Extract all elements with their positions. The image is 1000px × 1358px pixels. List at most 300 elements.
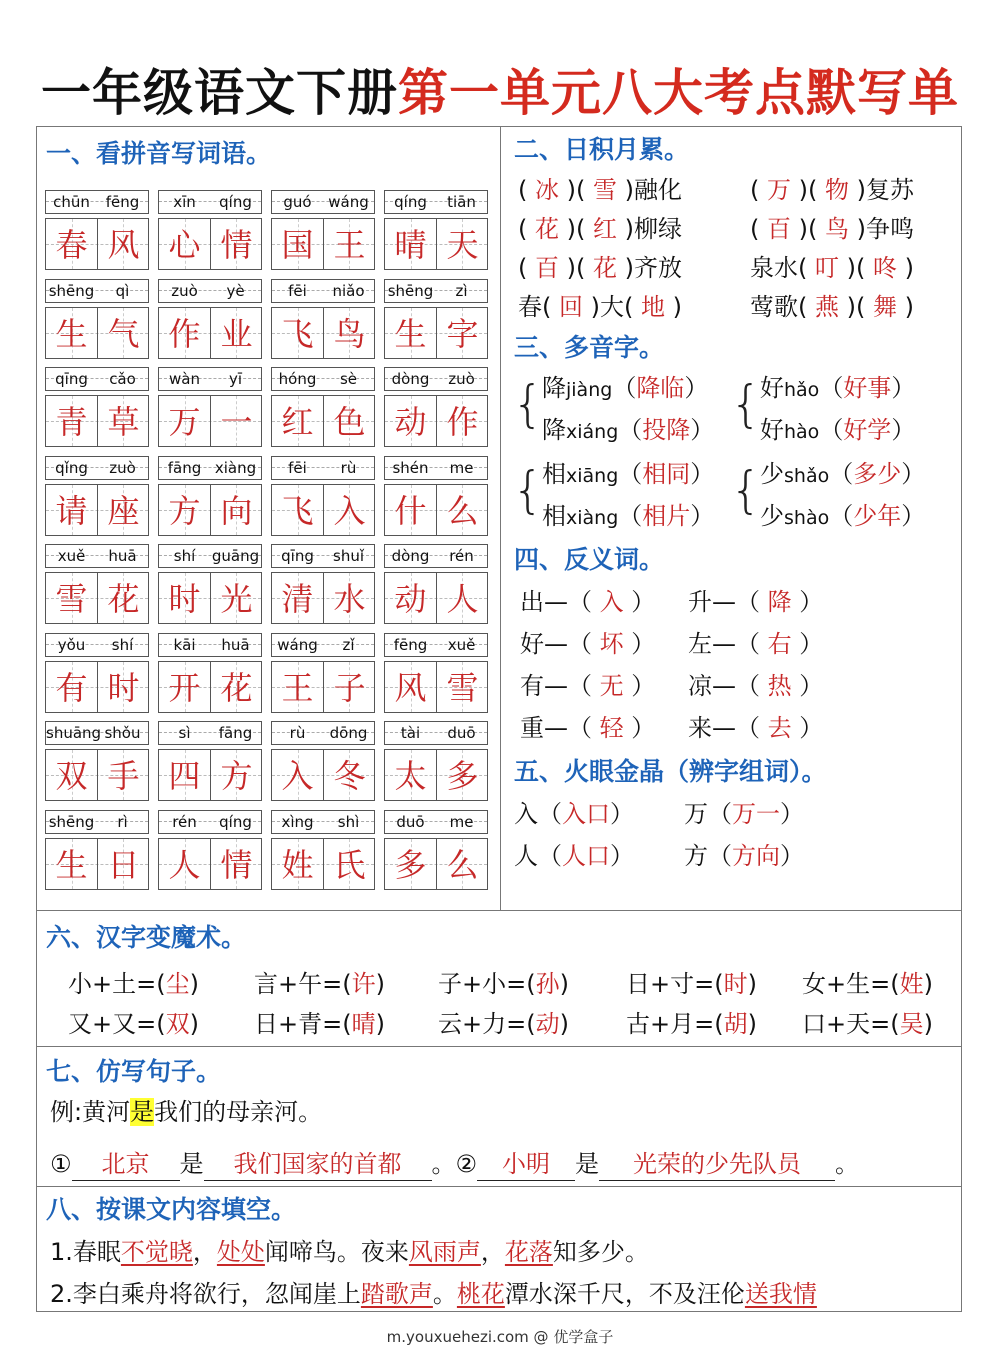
char-box: [384, 838, 488, 890]
char-right: 方: [210, 750, 262, 800]
pinyin-box: [158, 810, 262, 834]
char-left: 有: [55, 668, 88, 707]
char-right: 王: [323, 219, 375, 269]
word: 左: [688, 630, 712, 658]
s8-heading: 八、按课文内容填空。: [46, 1195, 297, 1224]
antonym-pair: 有—（ 无 ）: [520, 672, 656, 700]
poly-pinyin: xiáng: [566, 421, 619, 443]
word: 人口: [562, 842, 610, 870]
word-cell: [158, 544, 262, 624]
poly-char: 降: [542, 374, 566, 402]
answer-a: 百: [535, 254, 559, 282]
equation: 言+午=: [254, 970, 343, 998]
poly-char: 相: [542, 502, 566, 530]
word-cell: [158, 279, 262, 359]
pinyin-box: [271, 544, 375, 568]
char-box: [271, 661, 375, 713]
char-right: 作: [436, 396, 488, 446]
pinyin-right: huā: [108, 547, 137, 565]
example-post: 我们的母亲河。: [154, 1098, 323, 1126]
char-left: 双: [55, 757, 88, 795]
pinyin-left: chūn: [53, 193, 90, 211]
pinyin-left: qíng: [394, 193, 427, 211]
word: 方向: [732, 842, 780, 870]
char-right: 氏: [323, 839, 375, 889]
word-cell: [158, 721, 262, 801]
pinyin-box: [384, 456, 488, 480]
answer-b: 鸟: [825, 215, 849, 243]
is-2: 是: [575, 1150, 600, 1178]
pinyin-left: zuò: [171, 281, 198, 300]
char-left: 生: [55, 314, 88, 353]
pinyin-right: shí: [111, 635, 134, 654]
answer-b: 咚: [873, 254, 897, 282]
s7-heading: 七、仿写句子。: [46, 1057, 222, 1086]
result: 吴: [899, 1010, 924, 1038]
answer-a: 回: [559, 293, 583, 321]
char-box: [158, 661, 262, 713]
pinyin-left: sì: [178, 724, 191, 742]
result: 动: [535, 1010, 560, 1038]
answer-a: 叮: [815, 254, 839, 282]
pinyin-right: rì: [117, 812, 128, 831]
answer-a: 燕: [815, 293, 839, 321]
char-box: [45, 307, 149, 359]
word-cell: [158, 456, 262, 536]
pre: 春: [518, 293, 542, 321]
word: 有: [520, 672, 544, 700]
pinyin-box: [271, 810, 375, 834]
pinyin-right: dōng: [329, 724, 368, 742]
pinyin-box: [271, 721, 375, 745]
answer-b: 地: [641, 293, 665, 321]
s6-heading: 六、汉字变魔术。: [46, 923, 247, 952]
pinyin-right: qíng: [219, 812, 252, 831]
pinyin-right: zì: [455, 281, 468, 300]
l1-b2: 处处: [216, 1238, 265, 1266]
char-right: 时: [97, 662, 149, 712]
word: 来: [688, 714, 712, 742]
blank-2: 我们国家的首都: [204, 1148, 432, 1181]
char-box: [158, 307, 262, 359]
char-right: 子: [323, 662, 375, 712]
char-right: 色: [323, 396, 375, 446]
result: 晴: [351, 1010, 376, 1038]
pinyin-box: [384, 279, 488, 303]
char-box: [384, 661, 488, 713]
result: 姓: [899, 970, 924, 998]
char-box: [271, 838, 375, 890]
char-left: 王: [281, 668, 314, 707]
l1-p2: ，: [192, 1238, 217, 1266]
char-box: [158, 484, 262, 536]
antonym: 轻: [599, 714, 624, 742]
pinyin-left: hóng: [278, 370, 317, 388]
char-left: 红: [281, 403, 314, 441]
char-left: 飞: [281, 314, 314, 353]
char-right: 字: [436, 308, 488, 358]
char-box: [45, 572, 149, 624]
char-left: 动: [394, 580, 427, 618]
s7-example: [50, 1096, 322, 1128]
l2-p1: 2.李白乘舟将欲行，忽闻崖上: [50, 1280, 361, 1308]
l1-p1: 1.春眠: [50, 1238, 121, 1266]
poly-reading: 降jiàng（降临）: [542, 374, 709, 402]
equation: 又+又=: [68, 1010, 157, 1038]
magic-item: 日+寸=(时): [626, 970, 757, 998]
page-title: [0, 58, 1000, 128]
pinyin-left: shén: [392, 458, 429, 477]
word-cell: [271, 190, 375, 270]
s2-item: 春( 回 )大( 地 ): [518, 293, 682, 321]
char-left: 生: [55, 845, 88, 884]
antonym-pair: 升—（ 降 ）: [688, 588, 824, 616]
pinyin-left: wáng: [277, 635, 318, 654]
antonym: 坏: [599, 630, 624, 658]
char-left: 雪: [55, 580, 88, 618]
answer-b: 舞: [873, 293, 897, 321]
char-box: [158, 749, 262, 801]
s5-heading: 五、火眼金晶（辨字组词）。: [514, 757, 827, 786]
poly-char: 降: [542, 416, 566, 444]
pinyin-right: qíng: [219, 193, 252, 211]
l2-p2: 。: [432, 1280, 457, 1308]
pinyin-left: xìng: [281, 812, 314, 831]
word-cell: [158, 367, 262, 447]
word-cell: [158, 190, 262, 270]
answer-a: 万: [767, 176, 791, 204]
poly-char: 相: [542, 460, 566, 488]
word-cell: [45, 456, 149, 536]
char-right: 天: [436, 219, 488, 269]
char-left: 国: [281, 226, 314, 264]
compare-item: 万（万一）: [684, 800, 804, 828]
char-right: 向: [210, 485, 262, 535]
word: 好: [520, 630, 544, 658]
pinyin-left: wàn: [169, 370, 200, 388]
poly-word: 投降: [642, 416, 691, 444]
pinyin-left: fēi: [288, 281, 307, 300]
poly-pinyin: hǎo: [784, 379, 820, 401]
char-box: [158, 218, 262, 270]
s2-item: 莺歌( 燕 )( 舞 ): [750, 293, 914, 321]
char-box: [384, 484, 488, 536]
pinyin-left: xuě: [57, 547, 86, 565]
char-left: 飞: [281, 491, 314, 530]
poly-reading: 少shǎo（多少）: [760, 460, 926, 488]
s8-line-2: [50, 1278, 817, 1310]
l2-b1: 踏歌声: [360, 1280, 433, 1308]
tail: 争鸣: [866, 215, 914, 243]
magic-item: 云+力=(动): [438, 1010, 569, 1038]
char-box: [45, 661, 149, 713]
poly-word: 好学: [843, 416, 892, 444]
pinyin-right: shǒu: [104, 724, 141, 742]
pinyin-right: fēng: [105, 193, 140, 211]
word-cell: [384, 721, 488, 801]
char-right: 人: [436, 573, 488, 623]
pinyin-left: fēi: [288, 458, 307, 477]
pinyin-right: tiān: [447, 193, 476, 211]
word-cell: [271, 367, 375, 447]
poly-pinyin: jiàng: [566, 379, 613, 401]
pinyin-box: [384, 633, 488, 657]
char-left: 太: [394, 757, 427, 795]
poly-char: 好: [760, 374, 784, 402]
poly-word: 好事: [843, 374, 892, 402]
word: 凉: [688, 672, 712, 700]
equation: 日+青=: [254, 1010, 343, 1038]
pinyin-right: qì: [115, 281, 130, 300]
pinyin-box: [45, 279, 149, 303]
char-box: [271, 572, 375, 624]
char-right: 么: [436, 485, 488, 535]
word: 万一: [732, 800, 780, 828]
char-left: 四: [168, 757, 201, 795]
footer: m.youxuehezi.com @ 优学盒子: [386, 1328, 614, 1346]
pinyin-left: dòng: [391, 370, 430, 388]
antonym-pair: 好—（ 坏 ）: [520, 630, 656, 658]
antonym: 降: [767, 588, 792, 616]
pinyin-right: sè: [339, 370, 358, 388]
equation: 口+天=: [802, 1010, 891, 1038]
s2-item: ( 万 )( 物 )复苏: [750, 176, 914, 204]
title-red: 第一单元八大考点默写单: [398, 64, 959, 122]
brace-icon: {: [512, 461, 544, 519]
word: 入口: [562, 800, 610, 828]
l1-b4: 花落: [504, 1238, 553, 1266]
pinyin-box: [271, 279, 375, 303]
pinyin-right: wáng: [328, 193, 369, 211]
brace-icon: {: [730, 375, 762, 433]
pinyin-right: zuò: [448, 370, 475, 388]
antonym-pair: 出—（ 入 ）: [520, 588, 656, 616]
char-box: [271, 749, 375, 801]
pinyin-box: [158, 544, 262, 568]
poly-pinyin: shào: [784, 507, 830, 529]
poly-word: 相同: [642, 460, 691, 488]
end-1: 。②: [431, 1150, 478, 1178]
antonym: 去: [767, 714, 792, 742]
char-box: [384, 749, 488, 801]
pinyin-right: me: [449, 812, 474, 831]
blank-4: 光荣的少先队员: [599, 1148, 835, 1181]
l2-p3: 潭水深千尺，不及汪伦: [504, 1280, 745, 1308]
magic-item: 小+土=(尘): [68, 970, 199, 998]
l1-b3: 风雨声: [408, 1238, 481, 1266]
word-cell: [271, 633, 375, 713]
char-right: 入: [323, 485, 375, 535]
word-cell: [45, 633, 149, 713]
magic-item: 日+青=(晴): [254, 1010, 385, 1038]
char-box: [271, 484, 375, 536]
char-right: 情: [210, 219, 262, 269]
pinyin-box: [384, 810, 488, 834]
char-box: [45, 218, 149, 270]
divider-1: [36, 910, 962, 911]
tail: 融化: [634, 176, 682, 204]
equation: 子+小=: [438, 970, 527, 998]
poly-word: 多少: [853, 460, 902, 488]
pinyin-right: cǎo: [109, 370, 136, 388]
l1-p5: 知多少。: [552, 1238, 649, 1266]
poly-reading: 好hǎo（好事）: [760, 374, 916, 402]
column-divider: [500, 126, 501, 910]
word: 重: [520, 714, 544, 742]
s3-heading: 三、多音字。: [514, 333, 665, 362]
s8-line-1: [50, 1236, 649, 1268]
word-cell: [271, 279, 375, 359]
result: 孙: [535, 970, 560, 998]
pinyin-right: yè: [226, 281, 245, 300]
compare-item: 方（方向）: [684, 842, 804, 870]
char: 方: [684, 842, 708, 870]
word-cell: [45, 810, 149, 890]
magic-item: 又+又=(双): [68, 1010, 199, 1038]
poly-char: 少: [760, 502, 784, 530]
char-left: 动: [394, 403, 427, 441]
char-left: 开: [168, 668, 201, 707]
equation: 古+月=: [626, 1010, 715, 1038]
pinyin-box: [271, 190, 375, 214]
char-box: [384, 572, 488, 624]
char-right: 风: [97, 219, 149, 269]
pinyin-box: [158, 721, 262, 745]
pinyin-right: duō: [447, 724, 476, 742]
pinyin-grid: [45, 190, 490, 902]
equation: 女+生=: [802, 970, 891, 998]
pinyin-box: [45, 810, 149, 834]
char-left: 时: [168, 580, 201, 618]
mid: 大: [600, 293, 624, 321]
answer-a: 花: [535, 215, 559, 243]
brace-icon: {: [512, 375, 544, 433]
word-cell: [384, 633, 488, 713]
word-cell: [45, 544, 149, 624]
char: 人: [514, 842, 538, 870]
pinyin-box: [45, 190, 149, 214]
word-cell: [45, 721, 149, 801]
magic-item: 口+天=(吴): [802, 1010, 933, 1038]
poly-reading: 降xiáng（投降）: [542, 416, 715, 444]
word-cell: [384, 810, 488, 890]
s2-item: ( 百 )( 花 )齐放: [518, 254, 682, 282]
pinyin-right: fāng: [218, 724, 253, 742]
poly-pinyin: hào: [784, 421, 820, 443]
answer-a: 冰: [535, 176, 559, 204]
word-cell: [45, 367, 149, 447]
brace-icon: {: [730, 461, 762, 519]
char-right: 情: [210, 839, 262, 889]
l2-b3: 送我情: [744, 1280, 817, 1308]
divider-3: [36, 1186, 962, 1187]
char-box: [384, 395, 488, 447]
char-box: [158, 395, 262, 447]
l1-p4: ，: [480, 1238, 505, 1266]
pinyin-box: [271, 456, 375, 480]
char-box: [271, 395, 375, 447]
pinyin-left: qīng: [55, 370, 88, 388]
char-right: 草: [97, 396, 149, 446]
char-left: 风: [394, 668, 427, 707]
pinyin-box: [158, 633, 262, 657]
example-pre: 例:黄河: [50, 1098, 131, 1126]
pinyin-left: shí: [173, 547, 196, 565]
char-box: [45, 395, 149, 447]
result: 时: [723, 970, 748, 998]
pinyin-right: shuǐ: [333, 547, 364, 565]
char-right: 么: [436, 839, 488, 889]
pinyin-left: dòng: [391, 547, 430, 565]
pinyin-box: [271, 633, 375, 657]
s1-heading: 一、看拼音写词语。: [46, 139, 272, 168]
pinyin-box: [45, 633, 149, 657]
answer-b: 花: [593, 254, 617, 282]
pinyin-right: xiàng: [214, 458, 257, 477]
char-left: 心: [168, 226, 201, 264]
char-box: [158, 572, 262, 624]
s2-item: ( 花 )( 红 )柳绿: [518, 215, 682, 243]
answer-b: 物: [825, 176, 849, 204]
char-right: 业: [210, 308, 262, 358]
pinyin-box: [384, 721, 488, 745]
s4-heading: 四、反义词。: [514, 545, 665, 574]
poly-reading: 好hào（好学）: [760, 416, 916, 444]
tail: 柳绿: [634, 215, 682, 243]
pinyin-box: [45, 367, 149, 391]
char-box: [45, 838, 149, 890]
char-left: 晴: [394, 226, 427, 264]
word-cell: [384, 367, 488, 447]
char-right: 多: [436, 750, 488, 800]
tail: 复苏: [866, 176, 914, 204]
l2-b2: 桃花: [456, 1280, 505, 1308]
pre: 泉水: [750, 254, 798, 282]
word-cell: [384, 279, 488, 359]
char-left: 清: [281, 580, 314, 618]
antonym: 无: [599, 672, 624, 700]
answer-a: 百: [767, 215, 791, 243]
char-left: 生: [394, 314, 427, 353]
char-left: 万: [168, 403, 201, 441]
pinyin-left: rù: [289, 724, 306, 742]
word-cell: [271, 544, 375, 624]
poly-reading: 少shào（少年）: [760, 502, 926, 530]
char-box: [45, 484, 149, 536]
char-left: 方: [168, 491, 201, 530]
poly-reading: 相xiāng（相同）: [542, 460, 715, 488]
blank-1: 北京: [72, 1148, 180, 1181]
l1-p3: 闻啼鸟。夜来: [264, 1238, 409, 1266]
blank-3: 小明: [477, 1148, 575, 1181]
pinyin-left: shuāng: [46, 724, 102, 742]
pinyin-box: [384, 190, 488, 214]
pinyin-right: niǎo: [332, 281, 365, 300]
antonym: 入: [599, 588, 624, 616]
word-cell: [271, 810, 375, 890]
word-cell: [158, 810, 262, 890]
char-left: 春: [55, 226, 88, 264]
char-left: 姓: [281, 845, 314, 884]
word-cell: [45, 279, 149, 359]
char: 入: [514, 800, 538, 828]
word-cell: [384, 190, 488, 270]
antonym-pair: 左—（ 右 ）: [688, 630, 824, 658]
pinyin-box: [384, 367, 488, 391]
antonym-pair: 重—（ 轻 ）: [520, 714, 656, 742]
char-box: [158, 838, 262, 890]
pinyin-left: rén: [172, 812, 197, 831]
